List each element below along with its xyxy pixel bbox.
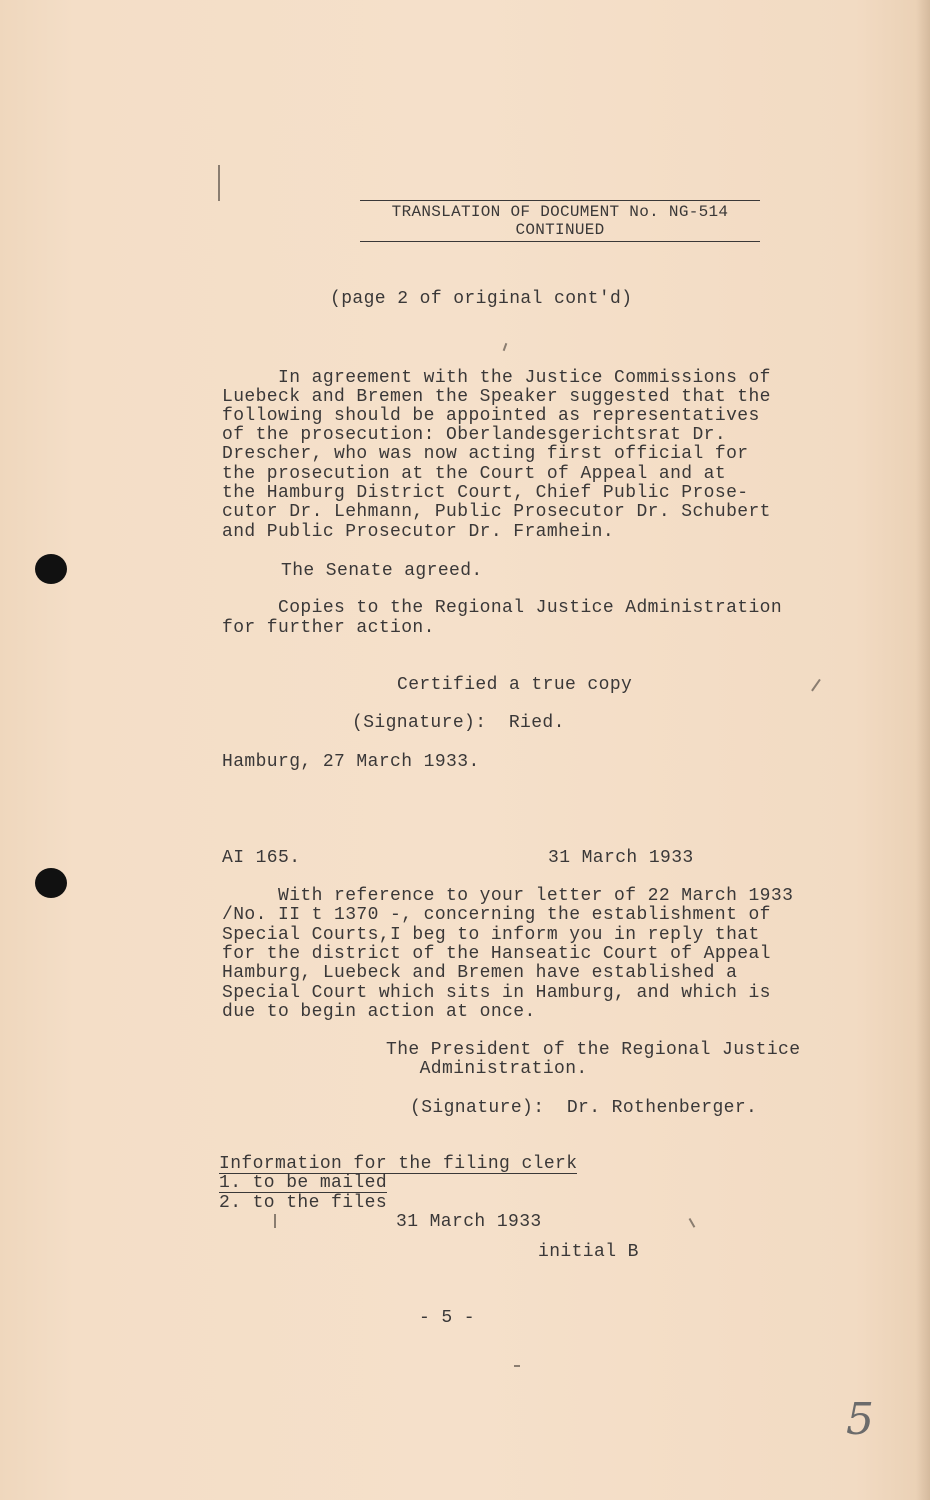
stray-mark (274, 1214, 276, 1228)
paragraph-line: With reference to your letter of 22 March 1933 (222, 886, 794, 906)
heading-title: TRANSLATION OF DOCUMENT No. NG-514 (391, 203, 729, 221)
margin-mark (218, 165, 220, 201)
handwritten-page-number: 5 (846, 1394, 874, 1445)
place-date: Hamburg, 27 March 1933. (222, 752, 480, 772)
paragraph-line: Hamburg, Luebeck and Bremen have established a (222, 963, 738, 983)
filing-item-files: 2. to the files (219, 1193, 388, 1213)
paragraph-line: and Public Prosecutor Dr. Framhein. (222, 522, 615, 542)
paragraph-line: of the prosecution: Oberlandesgerichtsrat Dr. (222, 425, 727, 445)
paragraph-line: /No. II t 1370 -, concerning the establishment of (222, 905, 771, 925)
stray-mark (514, 1365, 520, 1367)
paragraph-line: Luebeck and Bremen the Speaker suggested that the (222, 387, 771, 407)
reference-number: AI 165. (222, 848, 301, 868)
paragraph-line: the Hamburg District Court, Chief Public Prose- (222, 483, 749, 503)
filing-initial: initial B (538, 1242, 639, 1262)
signature-ried: (Signature): Ried. (352, 713, 565, 733)
filing-date: 31 March 1933 (396, 1212, 542, 1232)
page-edge-shadow (916, 0, 930, 1500)
certified-copy: Certified a true copy (397, 675, 633, 695)
title-line: Administration. (386, 1059, 588, 1079)
paragraph-line: Special Courts,I beg to inform you in reply that (222, 925, 760, 945)
paragraph-line: Drescher, who was now acting first official for (222, 444, 749, 464)
paragraph-line: due to begin action at once. (222, 1002, 536, 1022)
filing-title: Information for the filing clerk (219, 1154, 578, 1174)
paragraph-line: following should be appointed as representatives (222, 406, 760, 426)
page-reference: (page 2 of original cont'd) (330, 289, 633, 309)
paragraph-line: Copies to the Regional Justice Administration (222, 598, 783, 618)
page-footer-number: - 5 - (419, 1308, 476, 1328)
paragraph-line: In agreement with the Justice Commissions of (222, 368, 771, 388)
paragraph-line: the prosecution at the Court of Appeal and at (222, 464, 727, 484)
punch-hole-top (35, 554, 67, 584)
document-heading (360, 200, 760, 242)
paragraph-line: Special Court which sits in Hamburg, and which is (222, 983, 771, 1003)
title-line: The President of the Regional Justice (386, 1040, 801, 1060)
letter-date: 31 March 1933 (548, 848, 694, 868)
paragraph-line: for further action. (222, 618, 435, 638)
filing-item-mailed: 1. to be mailed (219, 1173, 388, 1193)
senate-agreed: The Senate agreed. (281, 561, 483, 581)
punch-hole-bottom (35, 868, 67, 898)
paragraph-line: for the district of the Hanseatic Court of Appeal (222, 944, 771, 964)
paragraph-line: cutor Dr. Lehmann, Public Prosecutor Dr. Schubert (222, 502, 771, 522)
heading-subtitle: CONTINUED (515, 221, 605, 239)
signature-rothenberger: (Signature): Dr. Rothenberger. (410, 1098, 758, 1118)
